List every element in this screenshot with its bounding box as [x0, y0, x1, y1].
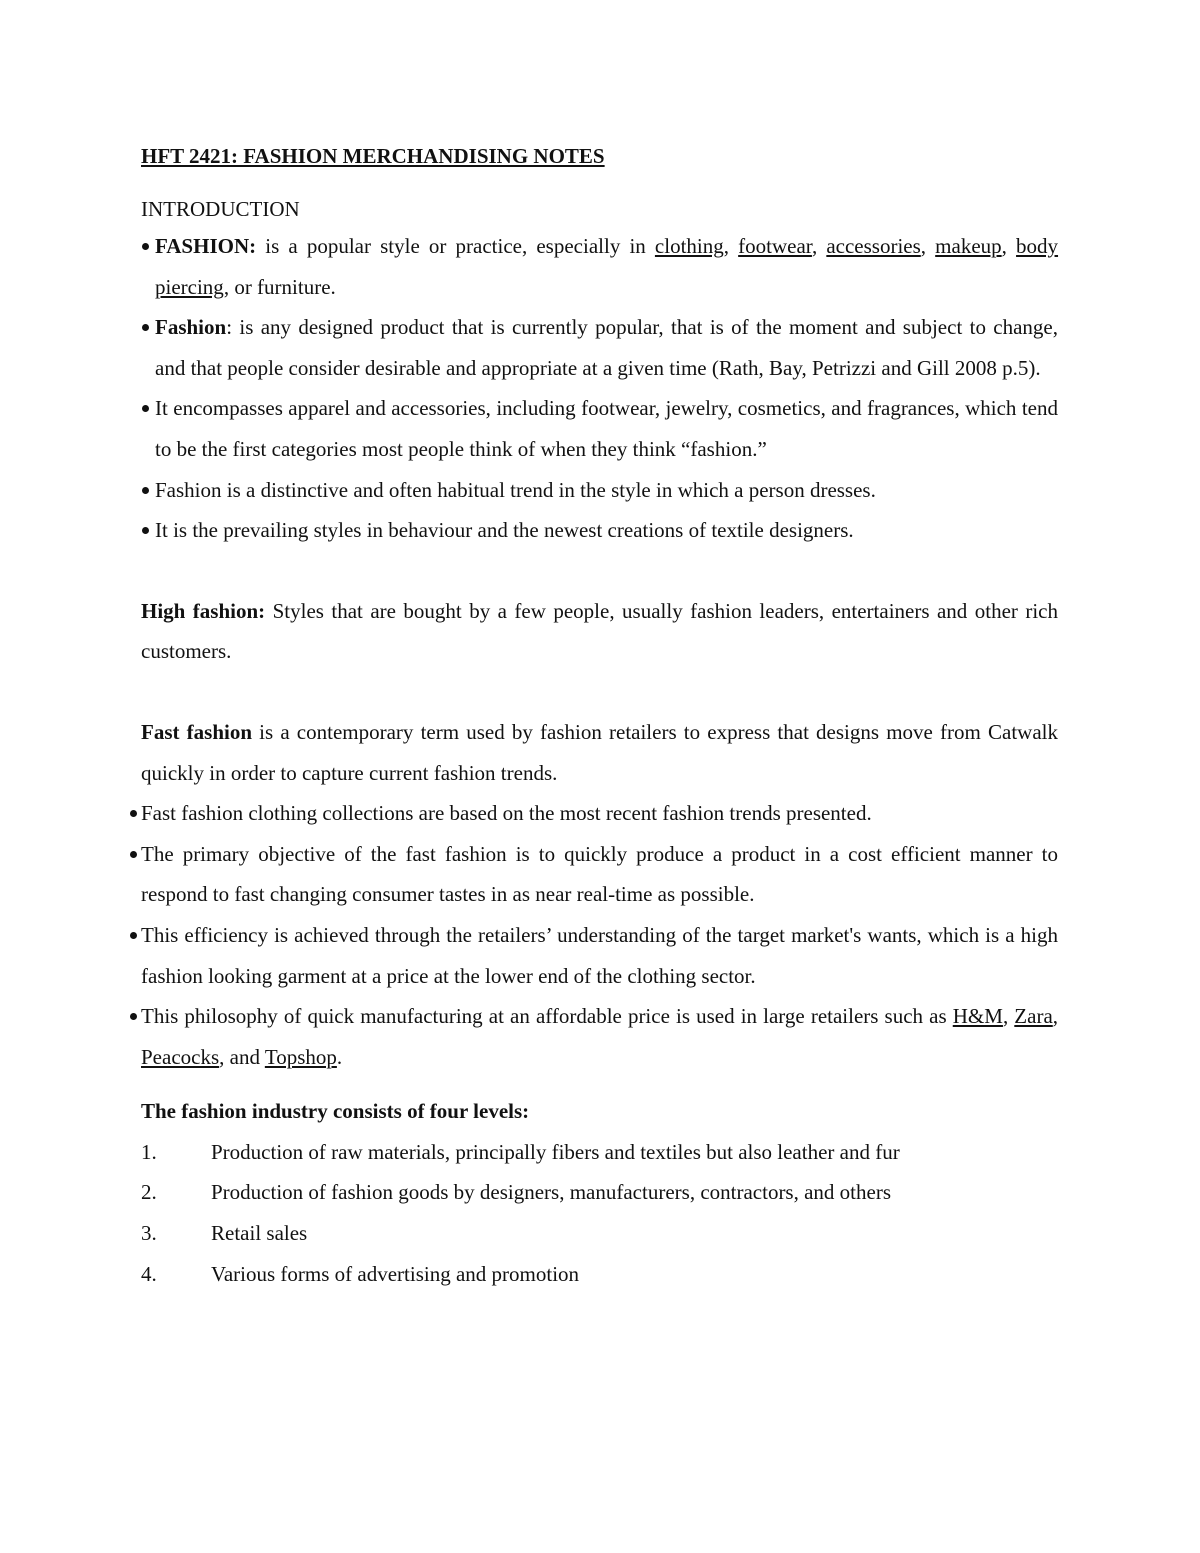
bullet-icon [142, 405, 149, 412]
link-accessories[interactable]: accessories [826, 234, 921, 258]
link-footwear[interactable]: footwear [738, 234, 812, 258]
item-number: 4. [141, 1261, 157, 1286]
item-number: 3. [141, 1221, 157, 1246]
link-makeup[interactable]: makeup [935, 234, 1002, 258]
list-item: The primary objective of the fast fashion is to quickly produce a product in a cost efficient manner to respond to fast changing consumer tastes in as near real-time as possible. [141, 834, 1058, 915]
bullet-icon [142, 324, 149, 331]
fast-fashion-paragraph: Fast fashion is a contemporary term used by fashion retailers to express that designs move from Catwalk quickly in order to capture current fashion trends. [141, 719, 1058, 785]
item-text: Retail sales [211, 1221, 308, 1246]
list-item: Fast fashion clothing collections are based on the most recent fashion trends presented. [141, 793, 1058, 834]
item-number: 2. [141, 1180, 157, 1205]
link-body-piercing[interactable]: body piercing [155, 234, 1059, 299]
list-item [141, 1132, 1058, 1173]
high-fashion-paragraph: High fashion: Styles that are bought by a few people, usually fashion leaders, entertainers and other rich customers. [141, 598, 1058, 664]
bullet-icon [130, 932, 137, 939]
list-item: This efficiency is achieved through the retailers’ understanding of the target market's wants, which is a high fashion looking garment at a price at the lower end of the clothing sector. [141, 915, 1058, 996]
item-text: Production of fashion goods by designers, manufacturers, contractors, and others [211, 1180, 891, 1205]
list-item [141, 1213, 1058, 1254]
levels-list [141, 1132, 1058, 1294]
levels-heading: The fashion industry consists of four levels: [141, 1099, 530, 1124]
list-item: It encompasses apparel and accessories, including footwear, jewelry, cosmetics, and fragrances, which tend to be the first categories most people think of when they think “fashion.” [141, 388, 1058, 469]
list-item: FASHION: is a popular style or practice, especially in clothing, footwear, accessories, makeup, body piercing, or furniture. [141, 226, 1058, 307]
document-title: HFT 2421: FASHION MERCHANDISING NOTES [141, 144, 605, 168]
list-item: Fashion: is any designed product that is currently popular, that is of the moment and subject to change, and that people consider desirable and appropriate at a given time (Rath, Bay, Petrizzi and Gill 2008 p.5). [141, 307, 1058, 388]
item-number: 1. [141, 1139, 157, 1164]
list-item: Fashion is a distinctive and often habitual trend in the style in which a person dresses. [141, 470, 1058, 511]
link-clothing[interactable]: clothing [654, 234, 724, 258]
intro-heading: INTRODUCTION [141, 197, 300, 221]
link-hm[interactable]: H&M [952, 1004, 1003, 1029]
list-item: This philosophy of quick manufacturing at an affordable price is used in large retailers such as H&M, Zara, Peacocks, and Topshop. [141, 996, 1058, 1077]
link-zara[interactable]: Zara [1014, 1004, 1053, 1029]
document-page [141, 140, 1058, 1294]
list-item [141, 1172, 1058, 1213]
item-text: Production of raw materials, principally fibers and textiles but also leather and fur [211, 1139, 900, 1164]
fast-fashion-bullet-list [141, 793, 1058, 1077]
bullet-icon [130, 851, 137, 858]
intro-bullet-list [141, 226, 1058, 551]
link-peacocks[interactable]: Peacocks [141, 1044, 220, 1069]
item-text: Various forms of advertising and promotion [211, 1261, 580, 1286]
bullet-icon [142, 487, 149, 494]
list-item [141, 1254, 1058, 1295]
bullet-icon [130, 810, 137, 817]
bullet-icon [142, 243, 149, 250]
bullet-icon [142, 527, 149, 534]
list-item: It is the prevailing styles in behaviour and the newest creations of textile designers. [141, 510, 1058, 551]
link-topshop[interactable]: Topshop [264, 1044, 337, 1069]
bullet-icon [130, 1013, 137, 1020]
